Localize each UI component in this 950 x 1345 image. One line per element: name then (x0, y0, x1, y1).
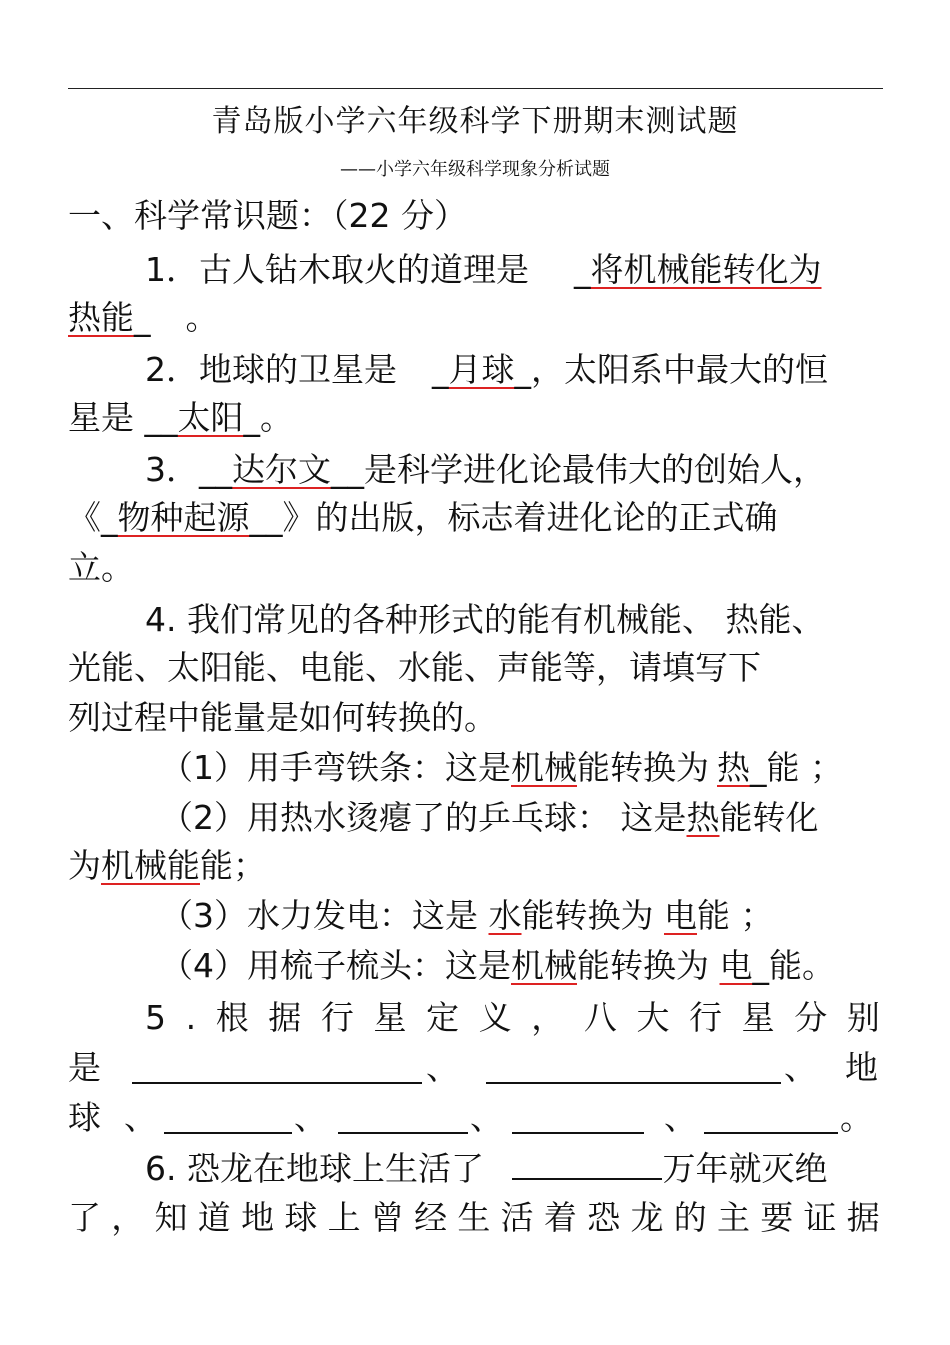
question-6-line-1 (145, 1148, 827, 1189)
q6-char: 活 (500, 1198, 534, 1237)
q1-answer-part-a: _将机械能转化为 (574, 250, 822, 289)
question-5-line-2 (68, 1048, 880, 1088)
q5-char: 八 (583, 998, 617, 1037)
q5-blank-4[interactable] (338, 1102, 468, 1134)
q5-end: 。 (840, 1098, 873, 1137)
section-heading: 一、科学常识题：（22 分） (68, 196, 467, 235)
q3-mid: 是科学进化论最伟大的创始人， (364, 450, 826, 489)
q4-item-3-end: 能 ； (697, 896, 774, 935)
question-3-line-3: 立。 (68, 548, 134, 587)
q4-item-3-mid: 能转换为 (521, 896, 664, 935)
q4-item-4-lead: （4）用梳子梳头：这是 (160, 946, 511, 985)
q1-prefix: 1．古人钻木取火的道理是 (145, 250, 529, 289)
q6-char: 上 (327, 1198, 361, 1237)
q5-char: 星 (373, 998, 407, 1037)
q6-char: 地 (241, 1198, 275, 1237)
q6-char: ， (111, 1198, 145, 1237)
q5-blank-1[interactable] (132, 1052, 422, 1084)
q5-sep: 、 (784, 1048, 817, 1087)
q6-blank[interactable] (512, 1148, 662, 1180)
question-1-line-1 (145, 250, 822, 290)
q6-suffix: 万年就灭绝 (662, 1149, 828, 1188)
question-2-line-1 (145, 350, 828, 390)
question-1-line-2 (68, 298, 219, 338)
q4-item-1-answer-from: 机械 (511, 748, 577, 787)
q6-char: 曾 (370, 1198, 404, 1237)
question-5-line-1 (145, 998, 880, 1038)
question-4-line-3: 列过程中能量是如何转换的。 (68, 698, 497, 737)
q1-answer-part-b: 热能_ (68, 298, 151, 337)
question-6-line-2 (68, 1198, 880, 1238)
q4-item-4-answer-from: 机械 (511, 946, 577, 985)
q5-char: 行 (689, 998, 723, 1037)
q3-answer-darwin: __达尔文__ (199, 450, 364, 489)
q4-item-4-end: _能。 (752, 946, 835, 985)
q5-char: ， (531, 998, 565, 1037)
q5-blank-2[interactable] (486, 1052, 781, 1084)
q4-item-3-lead: （3）水力发电：这是 (160, 896, 489, 935)
q4-item-1-answer-to: 热 (717, 748, 750, 787)
q3-rest: 》的出版，标志着进化论的正式确 (282, 498, 778, 537)
q4-item-4-mid: 能转换为 (577, 946, 720, 985)
q6-char: 生 (457, 1198, 491, 1237)
q3-open-bracket: 《 (68, 498, 101, 537)
q4-item-4-answer-to: 电 (719, 946, 753, 985)
q2-prefix-2: 星是 (68, 398, 134, 437)
q5-blank-6[interactable] (704, 1102, 838, 1134)
q2-answer-sun: __太阳_ (144, 398, 260, 437)
q4-item-2-mid: 能转化 (719, 798, 819, 837)
q4-item-2-answer-to: 机械能 (101, 846, 200, 885)
q2-answer-moon: _月球_ (432, 350, 531, 389)
top-rule (68, 88, 883, 89)
q5-char: . (185, 998, 197, 1037)
q4-item-1-end: _能 ； (750, 748, 843, 787)
q5-sep: 、 (124, 1098, 157, 1137)
q6-prefix: 6. 恐龙在地球上生活了 (145, 1149, 484, 1188)
q6-char: 龙 (630, 1198, 664, 1237)
q5-char: 定 (426, 998, 460, 1037)
q5-line2-start: 是 (68, 1048, 101, 1087)
q4-item-2-end: 能； (200, 846, 266, 885)
q5-char: 5 (145, 998, 166, 1037)
question-3-line-2 (68, 498, 778, 538)
q5-char: 分 (794, 998, 828, 1037)
question-4-line-2: 光能、太阳能、电能、水能、声能等，请填写下 (68, 648, 761, 687)
q4-item-1 (160, 748, 843, 788)
q5-char: 义 (478, 998, 512, 1037)
q4-item-4 (160, 946, 835, 986)
q5-sep: 、 (470, 1098, 503, 1137)
page-subtitle: ——小学六年级科学现象分析试题 (340, 159, 610, 180)
page-title: 青岛版小学六年级科学下册期末测试题 (211, 104, 739, 139)
question-2-line-2 (68, 398, 293, 438)
q6-char: 知 (154, 1198, 188, 1237)
q5-blank-3[interactable] (164, 1102, 292, 1134)
q4-item-3-answer-from: 水 (488, 896, 522, 935)
q2-suffix: 。 (260, 398, 293, 437)
q4-item-2-cont (68, 846, 266, 886)
q2-prefix: 2．地球的卫星是 (145, 350, 397, 389)
q6-char: 了 (68, 1198, 101, 1237)
q6-char: 道 (197, 1198, 231, 1237)
q5-char: 根 (215, 998, 249, 1037)
q6-char: 球 (284, 1198, 318, 1237)
q3-answer-book: _物种起源__ (101, 498, 283, 537)
q5-char: 行 (320, 998, 354, 1037)
q5-char: 星 (741, 998, 775, 1037)
q6-char: 证 (803, 1198, 837, 1237)
q5-sep: 、 (294, 1098, 327, 1137)
q4-item-1-lead: （1）用手弯铁条：这是 (160, 748, 511, 787)
q5-char: 据 (268, 998, 302, 1037)
q6-char: 着 (543, 1198, 577, 1237)
q4-item-2-cont-lead: 为 (68, 846, 101, 885)
q5-sep: 、 (664, 1098, 697, 1137)
question-5-line-3 (68, 1098, 880, 1138)
q5-sep: 、 (426, 1048, 459, 1087)
q2-mid: ，太阳系中最大的恒 (531, 350, 828, 389)
q5-earth: 地 (845, 1048, 878, 1087)
question-4-line-1: 4. 我们常见的各种形式的能有机械能、 热能、 (145, 600, 825, 639)
question-3-line-1 (145, 450, 826, 490)
q4-item-1-mid: 能转换为 (577, 748, 709, 787)
q6-char: 恐 (587, 1198, 621, 1237)
q5-char: 别 (846, 998, 880, 1037)
q4-item-2-answer-from: 热 (686, 798, 720, 837)
q4-item-3-answer-to: 电 (664, 896, 697, 935)
q6-char: 要 (760, 1198, 794, 1237)
q4-item-3 (160, 896, 774, 936)
q5-char: 大 (636, 998, 670, 1037)
q6-char: 的 (673, 1198, 707, 1237)
q3-prefix: 3． (145, 450, 199, 489)
q5-blank-5[interactable] (512, 1102, 644, 1134)
q4-item-2-lead: （2）用热水烫瘪了的乒乓球： 这是 (160, 798, 687, 837)
q1-suffix: 。 (185, 298, 219, 337)
q6-char: 经 (414, 1198, 448, 1237)
q6-char: 据 (846, 1198, 880, 1237)
q4-item-2 (160, 798, 819, 838)
q5-line3-start: 球 (68, 1098, 101, 1137)
q6-char: 主 (716, 1198, 750, 1237)
